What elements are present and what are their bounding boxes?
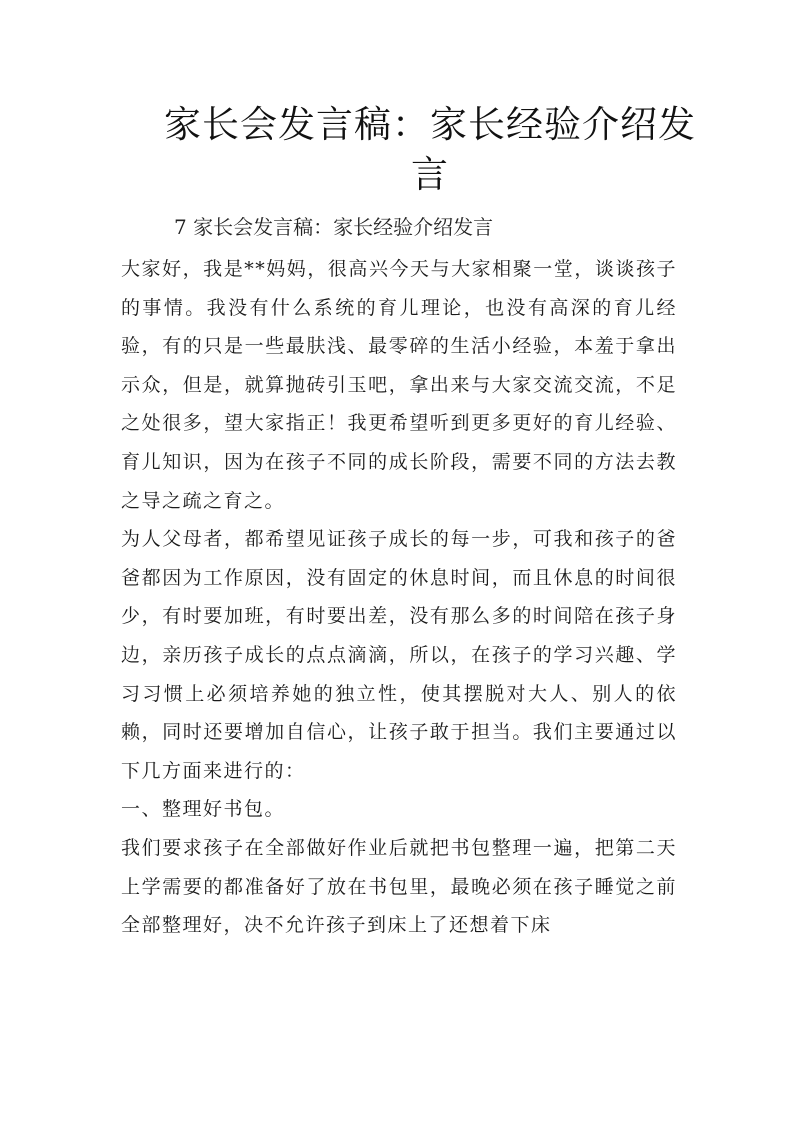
document-subtitle: 7 家长会发言稿：家长经验介绍发言 — [174, 215, 494, 239]
paragraph-greeting: 大家好，我是**妈妈，很高兴今天与大家相聚一堂，谈谈孩子的事情。我没有什么系统的育儿理论，也没有高深的育儿经验，有的只是一些最肤浅、最零碎的生活小经验，本羞于拿出示众，但是，就算抛砖引玉吧，拿出来与大家交流交流，不足之处很多，望大家指正！我更希望听到更多更好的育儿经验、育儿知识，因为在孩子不同的成长阶段，需要不同的方法去教之导之疏之育之。 — [121, 258, 677, 512]
section-heading-schoolbag: 一、整理好书包。 — [121, 798, 286, 821]
document-body — [121, 250, 677, 945]
document-title: 家长会发言稿：家长经验介绍发言 — [164, 103, 696, 196]
paragraph-schoolbag: 我们要求孩子在全部做好作业后就把书包整理一遍，把第二天上学需要的都准备好了放在书包里，最晚必须在孩子睡觉之前全部整理好，决不允许孩子到床上了还想着下床 — [121, 836, 677, 937]
paragraph-parents: 为人父母者，都希望见证孩子成长的每一步，可我和孩子的爸爸都因为工作原因，没有固定的休息时间，而且休息的时间很少，有时要加班，有时要出差，没有那么多的时间陪在孩子身边，亲历孩子成长的点点滴滴，所以，在孩子的学习兴趣、学习习惯上必须培养她的独立性，使其摆脱对大人、别人的依赖，同时还要增加自信心，让孩子敢于担当。我们主要通过以下几方面来进行的： — [121, 528, 677, 782]
